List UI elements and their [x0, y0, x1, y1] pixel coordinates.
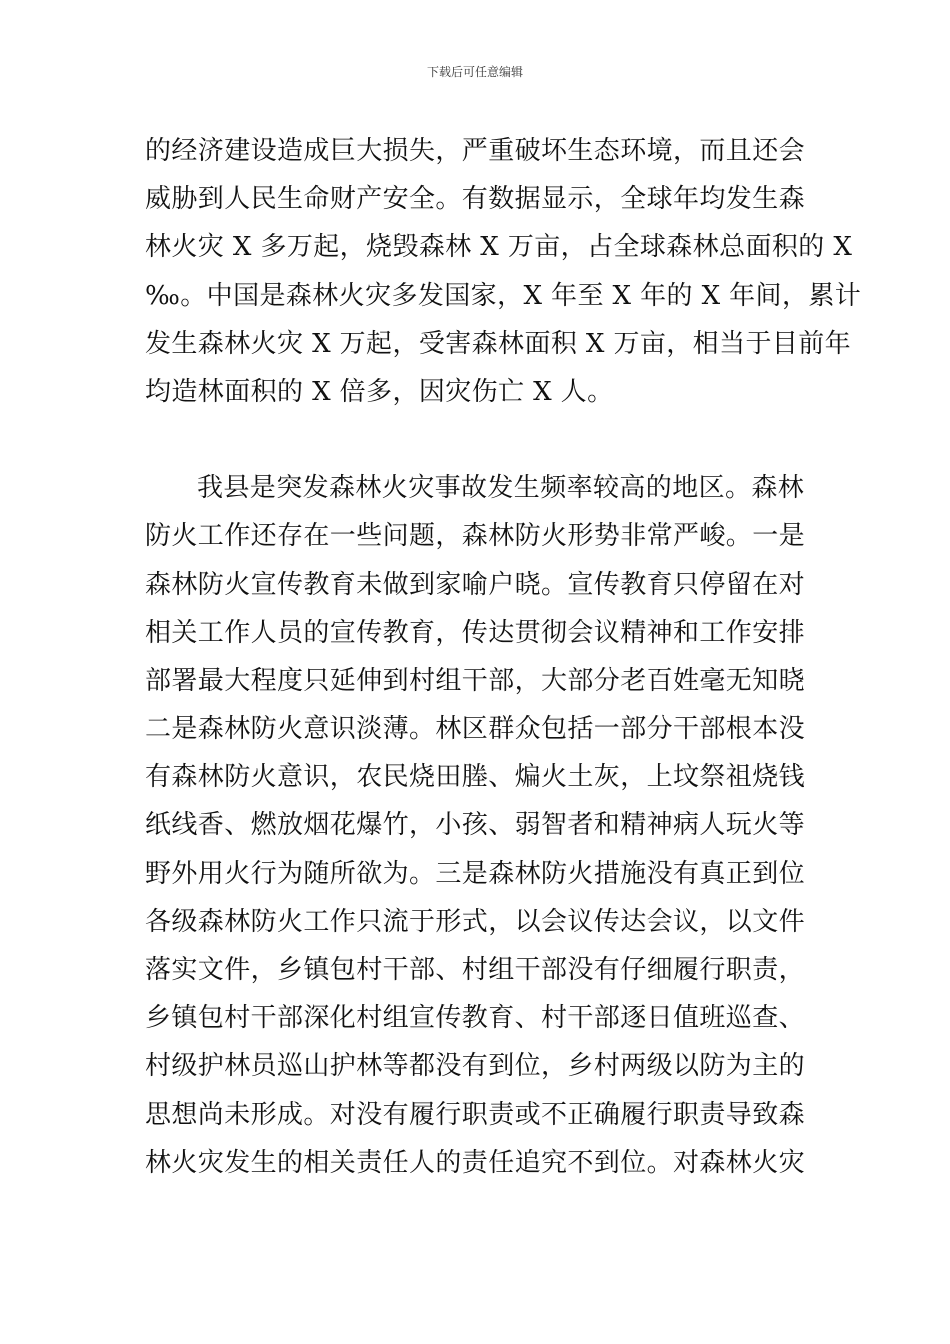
text-line: 部署最大程度只延伸到村组干部，大部分老百姓毫无知晓: [145, 665, 806, 696]
text-line: 森林防火宣传教育未做到家喻户晓。宣传教育只停留在对: [145, 569, 806, 600]
text-line: 有森林防火意识，农民烧田塍、煸火土灰，上坟祭祖烧钱: [145, 762, 806, 793]
text-line: 威胁到人民生命财产安全。有数据显示，全球年均发生森: [145, 184, 806, 215]
text-line: 思想尚未形成。对没有履行职责或不正确履行职责导致森: [145, 1099, 806, 1130]
text-line: 二是森林防火意识淡薄。林区群众包括一部分干部根本没: [145, 714, 806, 745]
page-header: 下载后可任意编辑: [426, 65, 523, 79]
text-line: 林火灾 X 多万起，烧毁森林 X 万亩，占全球森林总面积的 X: [145, 232, 853, 263]
text-line: 纸线香、燃放烟花爆竹，小孩、弱智者和精神病人玩火等: [145, 810, 806, 841]
text-line: 各级森林防火工作只流于形式，以会议传达会议，以文件: [145, 906, 806, 937]
document-body: [145, 127, 862, 1187]
text-line: 乡镇包村干部深化村组宣传教育、村干部逐日值班巡查、: [145, 1003, 806, 1034]
text-line: 发生森林火灾 X 万起，受害森林面积 X 万亩，相当于目前年: [145, 328, 852, 359]
text-line: 野外用火行为随所欲为。三是森林防火措施没有真正到位: [145, 858, 806, 889]
text-line: 林火灾发生的相关责任人的责任追究不到位。对森林火灾: [145, 1147, 806, 1178]
text-line: 村级护林员巡山护林等都没有到位，乡村两级以防为主的: [145, 1051, 806, 1082]
text-line: ‰。中国是森林火灾多发国家，X 年至 X 年的 X 年间，累计: [145, 280, 862, 311]
text-line: 落实文件，乡镇包村干部、村组干部没有仔细履行职责，: [145, 955, 806, 985]
paragraph-1: [145, 127, 862, 416]
paragraph-2: [145, 464, 815, 1187]
paragraph-spacer: [145, 416, 815, 464]
text-line: 均造林面积的 X 倍多，因灾伤亡 X 人。: [145, 376, 614, 407]
text-line-indented: 我县是突发森林火灾事故发生频率较高的地区。森林: [197, 473, 805, 504]
text-line: 相关工作人员的宣传教育，传达贯彻会议精神和工作安排: [145, 617, 806, 648]
text-line: 的经济建设造成巨大损失，严重破坏生态环境，而且还会: [145, 136, 806, 166]
text-line: 防火工作还存在一些问题，森林防火形势非常严峻。一是: [145, 521, 806, 552]
